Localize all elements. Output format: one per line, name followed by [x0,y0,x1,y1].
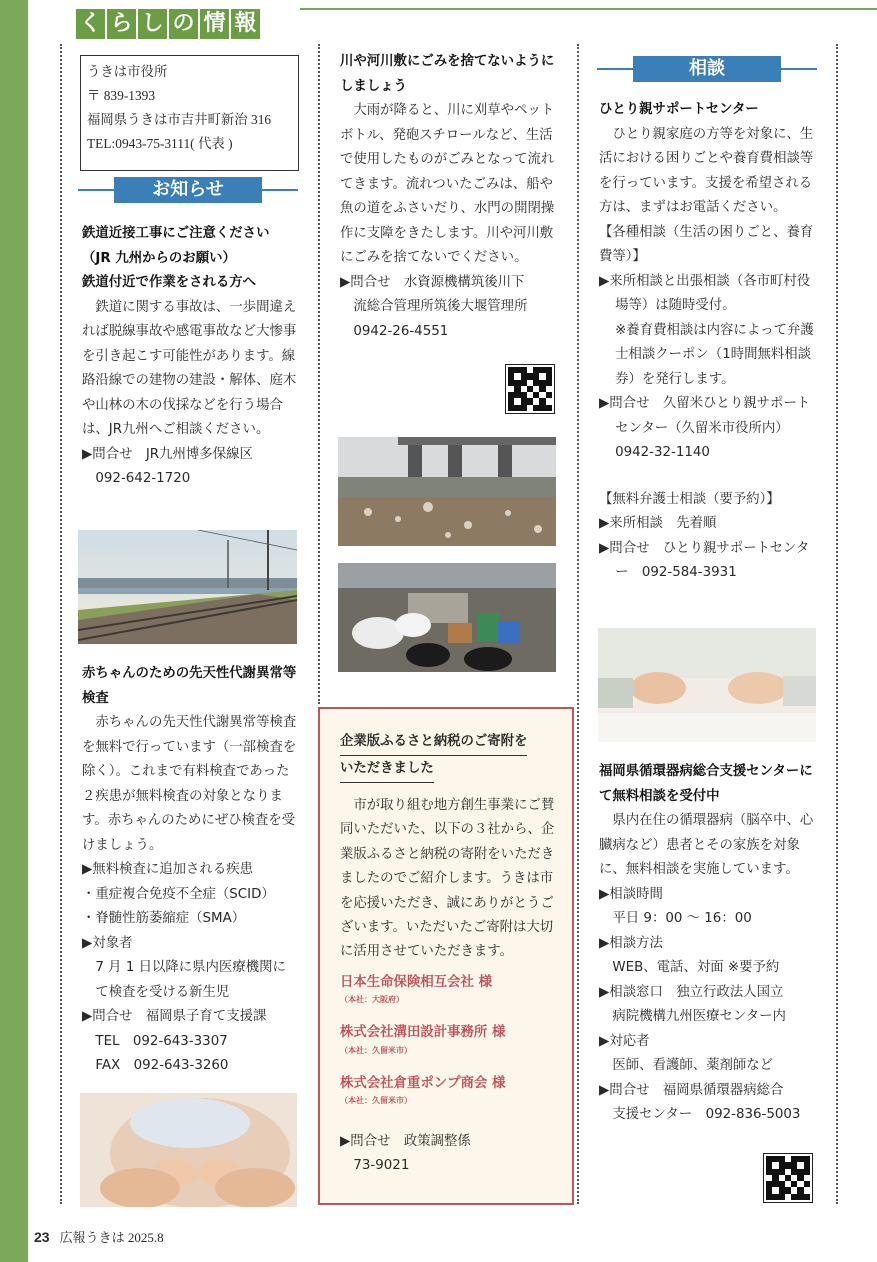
furusato-body: 市が取り組む地方創生事業にご賛同いただいた、以下の３社から、企業版ふるさと納税の寄附をいただきましたのでご紹介します。うきは市を応援いただき、誠にありがとうございます。いただいたご寄附は大切に活用させていただきます。 [340,798,555,960]
furusato-contact: ▶問合せ 政策調整係 [340,1134,471,1150]
rail-phone: 092-642-1720 [95,471,191,486]
baby-article [82,662,297,1079]
consult-heading-label: 相談 [633,56,781,82]
left-color-bar [0,0,28,1262]
single-parent-article [599,98,817,586]
single-parent-visit: ▶来所相談と出張相談（各市町村役場等）は随時受付。 [599,273,811,313]
company-hq: （本社：大阪府） [340,995,404,1005]
title-char: し [138,9,167,39]
furusato-title-line: 企業版ふるさと納税のご寄附を [340,729,527,756]
company-hq: （本社：久留米市） [340,1045,412,1055]
baby-disease: ・重症複合免疫不全症（SCID） [82,886,275,902]
furusato-title [340,729,527,783]
single-parent-body: ひとり親家庭の方等を対象に、生活における困りごとや養育費相談等を行っています。支援を希望される方は、まずはお電話ください。 [599,126,814,215]
single-parent-title: ひとり親サポートセンター [599,102,759,117]
baby-disease: ・脊髄性筋萎縮症（SMA） [82,911,246,926]
baby-added-label: ▶無料検査に追加される疾患 [82,862,253,877]
circ-time: 平日 9：00 ～ 16：00 [612,911,752,926]
furusato-content [340,794,562,1179]
rail-contact: ▶問合せ JR九州博多保線区 [82,446,253,462]
company-hq: （本社：久留米市） [340,1096,412,1106]
company-name: 株式会社倉重ポンプ商会 様 [340,1075,506,1091]
rail-subtitle: 鉄道付近で作業をされる方へ [82,275,257,290]
address-tel: TEL:0943-75-3111( 代表 ) [87,136,233,151]
baby-tel: TEL 092-643-3307 [95,1033,228,1049]
company-name: 日本生命保険相互会社 様 [340,974,492,990]
address-box [80,55,299,171]
notice-heading [78,177,298,203]
baby-title: 赤ちゃんのための先天性代謝異常等検査 [82,666,297,706]
railway-photo [78,530,297,644]
column-divider [318,44,320,704]
baby-body: 赤ちゃんの先天性代謝異常等検査を無料で行っています（一部検査を除く）。これまで有料検査であった２疾患が無料検査の対象となります。赤ちゃんのためにぜひ検査を受けましょう。 [82,715,297,853]
column-divider [60,44,62,1204]
hands-photo [598,628,816,742]
title-char: 情 [200,9,229,39]
circ-method-label: ▶相談方法 [599,935,663,951]
circ-method: WEB、電話、対面 ※要予約 [612,960,780,975]
circ-window: 病院機構九州医療センター内 [612,1009,786,1024]
title-char: ら [107,9,136,39]
page-number: 23 [34,1229,50,1245]
circ-window-label: ▶相談窓口 独立行政法人国立 [599,984,784,1000]
column-divider [577,44,579,1204]
title-char: 報 [231,9,260,39]
baby-target: 7 月 1 日以降に県内医療機関にて検査を受ける新生児 [95,960,286,1000]
single-parent-contact: ▶問合せ 久留米ひとり親サポートセンター（久留米市役所内） [599,396,811,436]
circ-article [599,760,817,1128]
page-footer [34,1227,164,1246]
rail-article [82,222,297,492]
consult-heading [597,56,817,82]
circ-title: 福岡県循環器病総合支援センターにて無料相談を受付中 [599,764,813,804]
collected-trash-photo [338,563,556,672]
single-parent-phone: 0942-32-1140 [615,445,710,460]
page-title [76,9,260,39]
single-parent-kind: 【各種相談（生活の困りごと、養育費等）】 [599,224,814,264]
baby-target-label: ▶対象者 [82,935,133,951]
qr-code[interactable] [505,364,555,414]
furusato-box [318,707,574,1205]
rail-title: 鉄道近接工事にご注意ください [82,226,270,241]
rail-body: 鉄道に関する事故は、一歩間違えれば脱線事故や感電事故など大惨事を引き起こす可能性があります。線路沿線での建物の建設・解体、庭木や山林の木の伐採などを行う場合は、JR九州へご相談ください。 [82,299,297,437]
furusato-phone: 73-9021 [353,1158,410,1174]
address-street: 福岡県うきは市吉井町新治 316 [87,112,272,127]
river-debris-photo [338,437,556,546]
column-divider [836,44,838,1204]
river-contact: ▶問合せ 水資源機構筑後川下 [340,274,525,290]
circ-phone: 支援センター 092-836-5003 [612,1107,801,1122]
lawyer-visit: ▶来所相談 先着順 [599,516,717,531]
qr-code[interactable] [763,1153,813,1203]
rail-subtitle: （JR 九州からのお願い） [82,250,236,266]
top-rule [300,8,877,10]
issue-label: 広報うきは 2025.8 [59,1230,164,1245]
river-contact-org: 流総合管理所筑後大堰管理所 [353,299,528,314]
baby-contact: ▶問合せ 福岡県子育て支援課 [82,1009,267,1024]
circ-staff-label: ▶対応者 [599,1033,650,1049]
single-parent-note: ※養育費相談は内容によって弁護士相談クーポン（1時間無料相談券）を発行します。 [615,322,814,387]
notice-heading-label: お知らせ [114,177,262,203]
river-title: 川や河川敷にごみを捨てないようにしましょう [340,54,555,94]
river-phone: 0942-26-4551 [353,323,449,339]
river-body: 大雨が降ると、川に刈草やペットボトル、発砲スチロールなど、生活で使用したものがごみとなって流れてきます。流れついたごみは、船や魚の道をふさいだり、水門の開閉操作に支障をきたします。川や河川敷にごみを捨てないでください。 [340,103,555,265]
circ-staff: 医師、看護師、薬剤師など [612,1058,774,1073]
baby-fax: FAX 092-643-3260 [95,1058,229,1073]
title-char: く [76,9,105,39]
title-char: の [169,9,198,39]
lawyer-contact: ▶問合せ ひとり親サポートセンター 092-584-3931 [599,540,810,580]
lawyer-title: 【無料弁護士相談（要予約）】 [599,491,780,507]
furusato-title-line: いただきました [340,756,434,783]
circ-time-label: ▶相談時間 [599,886,663,902]
address-name: うきは市役所 [87,64,168,79]
circ-body: 県内在住の循環器病（脳卒中、心臓病など）患者とその家族を対象に、無料相談を実施しています。 [599,813,814,877]
address-postal: 〒 839-1393 [87,88,156,103]
company-name: 株式会社溝田設計事務所 様 [340,1025,506,1041]
river-article [340,50,560,344]
circ-contact: ▶問合せ 福岡県循環器病総合 [599,1082,784,1098]
baby-feet-photo [80,1093,297,1207]
